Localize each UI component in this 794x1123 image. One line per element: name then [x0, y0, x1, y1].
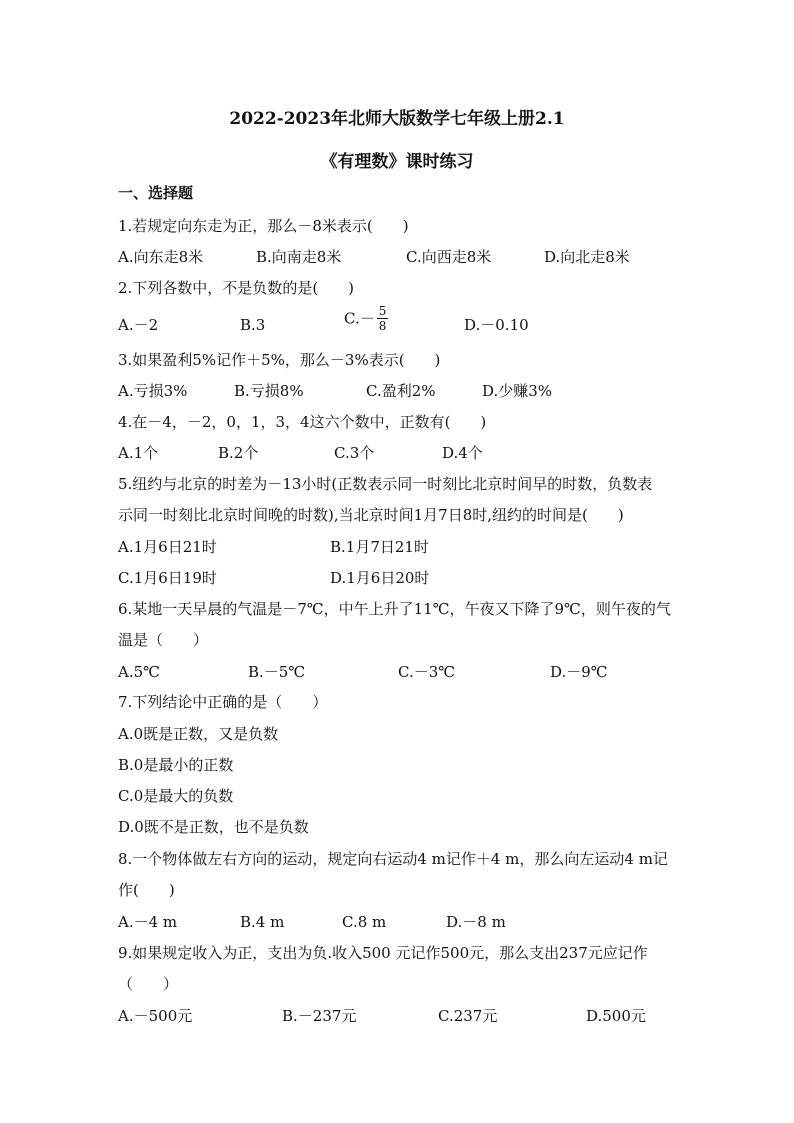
question-6-line-1: 6.某地一天早晨的气温是－7℃，中午上升了11℃，午夜又下降了9℃，则午夜的气: [118, 600, 671, 618]
question-8-line-1: 8.一个物体做左右方向的运动，规定向右运动4 m记作＋4 m，那么向左运动4 m记: [118, 850, 668, 868]
q2-option-d: D.－0.10: [464, 316, 529, 334]
q4-option-b: B.2个: [218, 444, 259, 462]
q3-option-a: A.亏损3%: [118, 382, 188, 400]
q1-option-c: C.向西走8米: [406, 248, 492, 266]
q7-option-c: C.0是最大的负数: [118, 787, 234, 805]
q2-option-c-sign: C.－: [344, 309, 375, 328]
q8-option-b: B.4 m: [240, 913, 285, 931]
q4-option-d: D.4个: [442, 444, 483, 462]
question-7: 7.下列结论中正确的是（ ）: [118, 693, 328, 711]
document-title: 2022-2023年北师大版数学七年级上册2.1: [229, 109, 565, 129]
q6-option-c: C.－3℃: [398, 663, 456, 681]
fraction-denominator: 8: [378, 319, 387, 333]
question-1: 1.若规定向东走为正，那么－8米表示( ): [118, 217, 409, 235]
question-3: 3.如果盈利5%记作＋5%，那么－3%表示( ): [118, 351, 441, 369]
question-2: 2.下列各数中，不是负数的是( ): [118, 279, 355, 297]
q4-option-c: C.3个: [334, 444, 375, 462]
q3-option-c: C.盈利2%: [366, 382, 436, 400]
document-subtitle: 《有理数》课时练习: [320, 152, 474, 172]
section-heading: 一、选择题: [118, 184, 194, 202]
question-8-line-2: 作( ): [118, 881, 175, 899]
fraction-numerator: 5: [378, 304, 387, 318]
q1-option-a: A.向东走8米: [118, 248, 204, 266]
q2-option-a: A.－2: [118, 316, 159, 334]
q3-option-d: D.少赚3%: [482, 382, 553, 400]
q9-option-b: B.－237元: [282, 1007, 357, 1025]
q7-option-d: D.0既不是正数，也不是负数: [118, 818, 309, 836]
q8-option-a: A.－4 m: [118, 913, 178, 931]
q5-option-b: B.1月7日21时: [330, 538, 429, 556]
q2-option-b: B.3: [240, 316, 266, 334]
q7-option-b: B.0是最小的正数: [118, 756, 234, 774]
q8-option-c: C.8 m: [342, 913, 387, 931]
q9-option-c: C.237元: [438, 1007, 498, 1025]
q9-option-d: D.500元: [586, 1007, 646, 1025]
q5-option-d: D.1月6日20时: [330, 569, 430, 587]
q4-option-a: A.1个: [118, 444, 159, 462]
q1-option-b: B.向南走8米: [256, 248, 342, 266]
q9-option-a: A.－500元: [118, 1007, 193, 1025]
q6-option-d: D.－9℃: [550, 663, 608, 681]
q1-option-d: D.向北走8米: [544, 248, 630, 266]
q5-option-c: C.1月6日19时: [118, 569, 217, 587]
q5-option-a: A.1月6日21时: [118, 538, 217, 556]
q2-fraction: [377, 304, 389, 333]
q7-option-a: A.0既是正数，又是负数: [118, 725, 279, 743]
question-6-line-2: 温是（ ）: [118, 631, 209, 649]
q8-option-d: D.－8 m: [446, 913, 506, 931]
q6-option-b: B.－5℃: [248, 663, 306, 681]
q6-option-a: A.5℃: [118, 663, 160, 681]
question-4: 4.在－4，－2，0，1，3，4这六个数中，正数有( ): [118, 413, 487, 431]
question-5-line-1: 5.纽约与北京的时差为－13小时(正数表示同一时刻比北京时间早的时数，负数表: [118, 475, 653, 493]
question-9-line-1: 9.如果规定收入为正，支出为负.收入500 元记作500元，那么支出237元应记作: [118, 944, 648, 962]
q3-option-b: B.亏损8%: [234, 382, 304, 400]
question-5-line-2: 示同一时刻比北京时间晚的时数),当北京时间1月7日8时,纽约的时间是( ): [118, 506, 624, 524]
question-9-line-2: （ ）: [118, 975, 179, 993]
q2-option-c: [344, 304, 388, 333]
